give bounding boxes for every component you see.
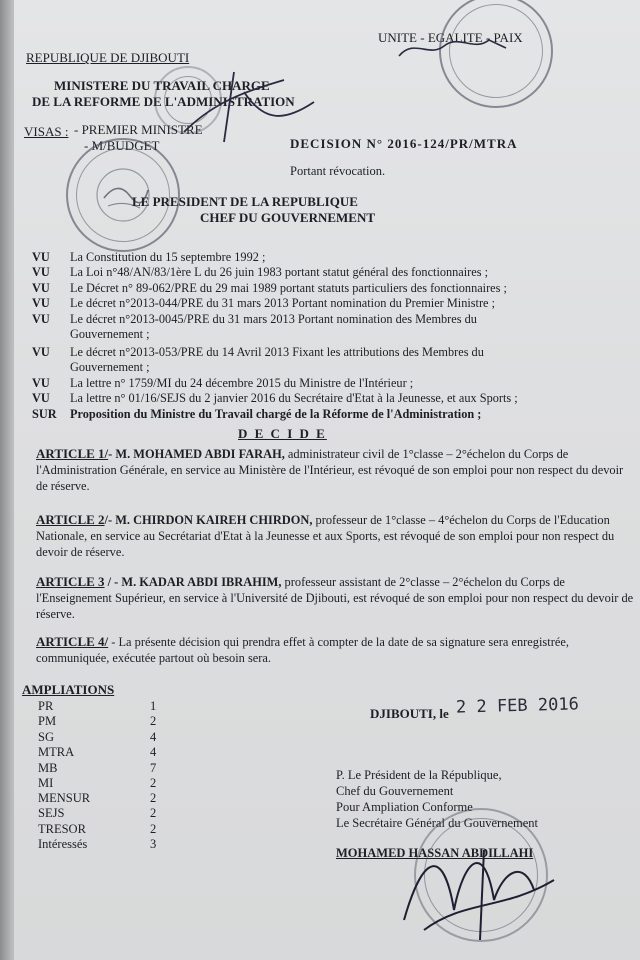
ampliation-count: 2 (150, 806, 157, 820)
top-right-signature (394, 28, 514, 68)
signature-line-1: P. Le Président de la République, (336, 768, 502, 782)
ampliation-count: 7 (150, 761, 157, 775)
consideration-text: Gouvernement ; (70, 327, 150, 341)
consideration-text: La Loi n°48/AN/83/1ère L du 26 juin 1983 portant statut général des fonctionnaires ; (70, 265, 489, 279)
ampliation-recipient: TRESOR (38, 822, 86, 836)
consideration-item (32, 360, 150, 375)
visas-prime-minister: - PREMIER MINISTRE (74, 122, 203, 137)
consideration-keyword: VU (32, 296, 50, 310)
ampliation-row (38, 806, 158, 821)
ampliation-count: 2 (150, 822, 157, 836)
ampliation-recipient: PR (38, 699, 54, 713)
ampliation-recipient: SG (38, 730, 54, 744)
article-label: ARTICLE 3 (36, 574, 105, 589)
consideration-text: Le décret n°2013-053/PRE du 14 Avril 2013 Fixant les attributions des Membres du (70, 345, 484, 359)
consideration-item (32, 407, 481, 422)
signature-line-2: Chef du Gouvernement (336, 784, 454, 798)
ampliation-recipient: SEJS (38, 806, 65, 820)
date-stamp: 2 2 FEB 2016 (455, 694, 580, 718)
ampliation-row (38, 699, 158, 714)
ampliation-row (38, 745, 158, 760)
consideration-keyword: SUR (32, 407, 57, 421)
consideration-item (32, 327, 150, 342)
article-text: professeur de 1°classe – 4°échelon du Corps de l'Education Nationale, en service au Secrétariat d'Etat à la Jeunesse et aux Sports, est révoqué de son emploi pour non respect du devoir de réserve. (36, 513, 615, 559)
authority-line-1: LE PRESIDENT DE LA REPUBLIQUE (132, 194, 358, 209)
ampliation-count: 2 (150, 776, 157, 790)
ampliation-recipient: PM (38, 714, 57, 728)
consideration-item (32, 312, 477, 327)
budget-ministry-seal (66, 138, 180, 252)
seal-emblem-icon (68, 140, 178, 250)
article-1 (36, 446, 636, 494)
consideration-text: Le décret n°2013-0045/PRE du 31 mars 2013 Portant nomination des Membres du (70, 312, 477, 326)
consideration-keyword: VU (32, 391, 50, 405)
article-text: administrateur civil de 1°classe – 2°échelon du Corps de l'Administration Générale, en service au Ministère de l'Intérieur, est révoqué de son emploi pour non respect du devoir de réserve. (36, 447, 624, 493)
consideration-text: Gouvernement ; (70, 360, 150, 374)
consideration-keyword: VU (32, 250, 50, 264)
ampliation-recipient: MI (38, 776, 54, 790)
ampliation-row (38, 761, 158, 776)
visas-budget: - M/BUDGET (84, 138, 160, 153)
consideration-text: La lettre n° 1759/MI du 24 décembre 2015 du Ministre de l'Intérieur ; (70, 376, 414, 390)
signature-line-3: Pour Ampliation Conforme (336, 800, 473, 814)
consideration-item (32, 345, 484, 360)
ampliation-row (38, 837, 158, 852)
decide-title: D E C I D E (238, 426, 327, 441)
decision-number: DECISION N° 2016-124/PR/MTRA (290, 136, 518, 151)
ampliation-count: 2 (150, 791, 157, 805)
ministry-line-1: MINISTERE DU TRAVAIL CHARGE (54, 78, 270, 93)
consideration-keyword: VU (32, 376, 50, 390)
consideration-keyword: VU (32, 345, 50, 359)
consideration-text: Proposition du Ministre du Travail chargé de la Réforme de l'Administration ; (70, 407, 482, 421)
article-label: ARTICLE 2 (36, 512, 105, 527)
article-2 (36, 512, 636, 560)
consideration-keyword: VU (32, 312, 50, 326)
ampliation-count: 1 (150, 699, 157, 713)
national-motto: UNITE - EGALITE - PAIX (378, 30, 523, 45)
consideration-item (32, 265, 488, 280)
document-page (14, 0, 640, 960)
ampliation-recipient: MENSUR (38, 791, 91, 805)
ampliation-row (38, 822, 158, 837)
secretary-general-signature (384, 830, 574, 950)
article-3 (36, 574, 636, 622)
signature-line-4: Le Secrétaire Général du Gouvernement (336, 816, 538, 830)
consideration-text: La Constitution du 15 septembre 1992 ; (70, 250, 266, 264)
article-4 (36, 634, 636, 666)
consideration-keyword: VU (32, 265, 50, 279)
ministry-line-2: DE LA REFORME DE L'ADMINISTRATION (32, 94, 295, 109)
consideration-text: Le Décret n° 89-062/PRE du 29 mai 1989 portant statuts particuliers des fonctionnaires ; (70, 281, 507, 295)
ampliation-row (38, 791, 158, 806)
ampliation-row (38, 714, 158, 729)
place-label: DJIBOUTI, le (370, 706, 449, 721)
authority-line-2: CHEF DU GOUVERNEMENT (200, 210, 376, 225)
consideration-item (32, 281, 507, 296)
ampliations-title: AMPLIATIONS (22, 682, 115, 697)
ampliation-count: 2 (150, 714, 157, 728)
article-person: - M. MOHAMED ABDI FARAH, (108, 447, 285, 461)
ampliation-count: 4 (150, 730, 157, 744)
article-person: /- M. CHIRDON KAIREH CHIRDON, (104, 513, 313, 527)
article-text: - La présente décision qui prendra effet à compter de la date de sa signature sera enregistrée, communiquée, exécutée partout où besoin sera. (36, 635, 569, 665)
article-person: / - M. KADAR ABDI IBRAHIM, (104, 575, 282, 589)
republic-name: REPUBLIQUE DE DJIBOUTI (26, 50, 190, 65)
ampliation-recipient: MTRA (38, 745, 75, 759)
visas-label: VISAS : (24, 124, 69, 139)
ampliation-count: 3 (150, 837, 157, 851)
article-label: ARTICLE 1/ (36, 446, 109, 461)
article-text: professeur assistant de 2°classe – 2°échelon du Corps de l'Enseignement Supérieur, en service à l'Université de Djibouti, est révoqué de son emploi pour non respect du devoir de réserve. (36, 575, 634, 621)
ampliation-row (38, 730, 158, 745)
consideration-item (32, 250, 265, 265)
signatory-name: MOHAMED HASSAN ABDILLAHI (336, 846, 534, 860)
initials-signature (174, 62, 324, 152)
decision-subject: Portant révocation. (290, 164, 386, 178)
article-label: ARTICLE 4/ (36, 634, 109, 649)
ampliation-count: 4 (150, 745, 157, 759)
ampliation-row (38, 776, 158, 791)
consideration-text: Le décret n°2013-044/PRE du 31 mars 2013 Portant nomination du Premier Ministre ; (70, 296, 495, 310)
consideration-text: La lettre n° 01/16/SEJS du 2 janvier 2016 du Secrétaire d'Etat à la Jeunesse, et aux Sports ; (70, 391, 518, 405)
ampliation-recipient: MB (38, 761, 58, 775)
ampliation-recipient: Intéressés (38, 837, 88, 851)
consideration-keyword: VU (32, 281, 50, 295)
consideration-item (32, 296, 495, 311)
consideration-item (32, 391, 518, 406)
consideration-item (32, 376, 413, 391)
